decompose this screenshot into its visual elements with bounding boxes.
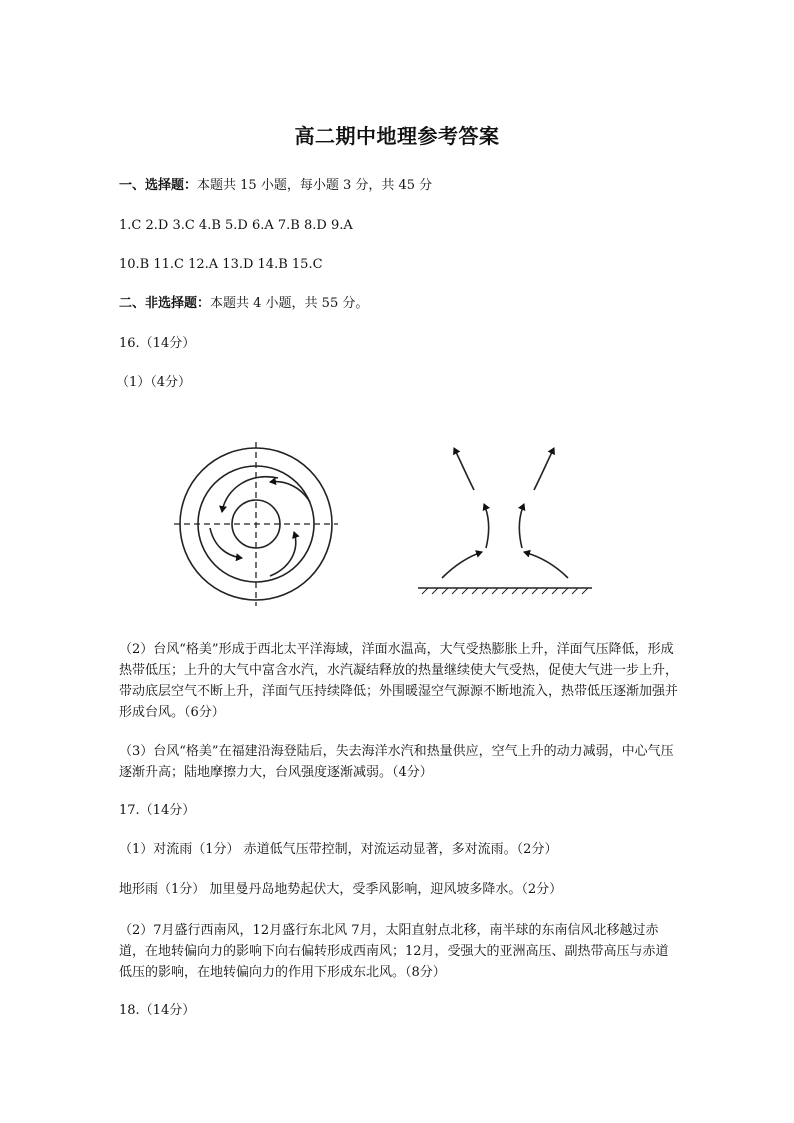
q16-part3: （3）台风“格美”在福建沿海登陆后，失去海洋水汽和热量供应，空气上升的动力减弱，中心气压逐渐升高；陆地摩擦力大，台风强度逐渐减弱。（4分） — [119, 744, 674, 780]
typhoon-diagram — [160, 428, 620, 608]
section-1-heading — [119, 176, 432, 196]
q18-header: 18.（14分） — [119, 1003, 196, 1018]
outflow-arrow-left — [454, 448, 474, 490]
inflow-arrow-left-low — [442, 552, 482, 578]
typhoon-section-view — [418, 448, 592, 594]
page-title: 高二期中地理参考答案 — [294, 124, 500, 148]
answers-row-1: 1.C 2.D 3.C 4.B 5.D 6.A 7.B 8.D 9.A — [119, 218, 353, 233]
inflow-arrow-left — [210, 528, 242, 558]
q16-header: 16.（14分） — [119, 336, 196, 351]
answers-row-2: 10.B 11.C 12.A 13.D 14.B 15.C — [119, 257, 323, 272]
q16-part2: （2）台风“格美”形成于西北太平洋海域，洋面水温高，大气受热膨胀上升，洋面气压降低，形成热带低压；上升的大气中富含水汽，水汽凝结释放的热量继续使大气受热，促使大气进一步上升，带动底层空气不断上升，洋面气压持续降低；外围暖湿空气源源不断地流入，热带低压逐渐加强并形成台风。（6分） — [119, 642, 679, 720]
section-1-desc: 本题共 15 小题，每小题 3 分，共 45 分 — [197, 178, 433, 193]
q17-part1: （1）对流雨（1分） 赤道低气压带控制，对流运动显著，多对流雨。（2分） — [119, 842, 558, 857]
updraft-arrow-left — [484, 504, 489, 548]
q17-part1b: 地形雨（1分） 加里曼丹岛地势起伏大，受季风影响，迎风坡多降水。（2分） — [119, 882, 563, 897]
section-2-prefix: 二、非选择题： — [119, 296, 211, 311]
section-2-heading — [119, 294, 368, 314]
typhoon-plan-view — [174, 442, 338, 606]
ground-hatching — [422, 588, 588, 594]
section-1-prefix: 一、选择题： — [119, 178, 198, 193]
q17-header: 17.（14分） — [119, 803, 196, 818]
inflow-arrow-right-low — [524, 552, 568, 578]
updraft-arrow-right — [519, 504, 524, 548]
q17-part2: （2）7月盛行西南风，12月盛行东北风 7月，太阳直射点北移，南半球的东南信风北移越过赤道，在地转偏向力的影响下向右偏转形成西南风；12月，受强大的亚洲高压、副热带高压与赤道低压的影响，在地转偏向力的作用下形成东北风。（8分） — [119, 923, 669, 980]
section-2-desc: 本题共 4 小题，共 55 分。 — [210, 296, 369, 311]
outflow-arrow-right — [534, 448, 554, 490]
inflow-arrow-top — [222, 477, 278, 512]
q16-part1-label: （1）（4分） — [116, 375, 192, 390]
